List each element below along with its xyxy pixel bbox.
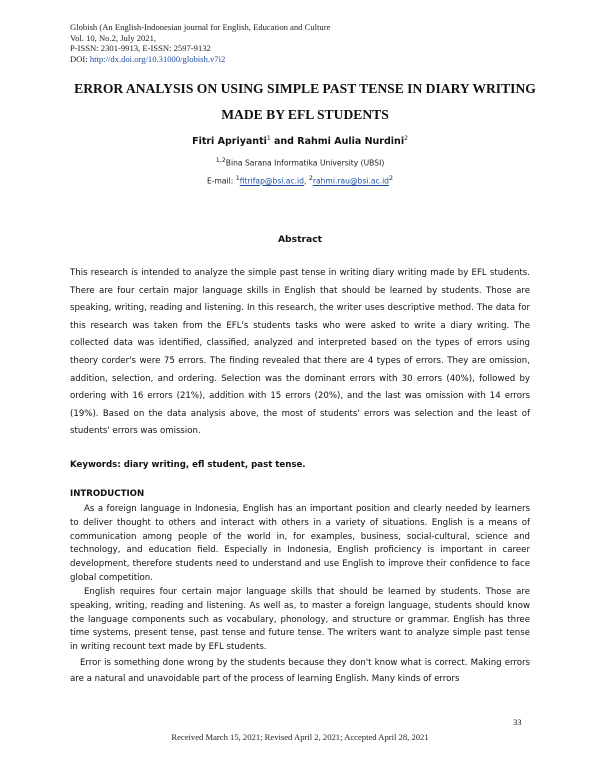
email-label: E-mail: <box>206 176 236 186</box>
author-2: Rahmi Aulia Nurdini <box>297 136 405 148</box>
page-number: 33 <box>513 717 522 727</box>
received-dates: Received March 15, 2021; Revised April 2, 2021; Accepted April 28, 2021 <box>171 732 429 742</box>
affiliation <box>0 157 600 168</box>
email-2-link[interactable]: rahmi.rau@bsi.ac.id <box>312 176 390 186</box>
introduction-paragraph-3: Error is something done wrong by the students because they don't know what is correct. Making errors are a natural and unavoidable part of the process of learning English. Many kinds of errors <box>70 658 530 684</box>
journal-name: Globish (An English-Indonesian journal for English, Education and Culture <box>70 22 331 32</box>
abstract-heading: Abstract <box>277 234 323 245</box>
introduction-heading: INTRODUCTION <box>70 489 145 499</box>
journal-header <box>70 22 330 64</box>
email-1-link[interactable]: fitrifap@bsi.ac.id <box>239 176 304 186</box>
introduction-paragraph-1: As a foreign language in Indonesia, English has an important position and clearly needed by learners to deliver thought to others and interact with others in a variety of situations. English is a means of communication among people of the world in, for examples, business, social-cultural, science and technology, and education field. Especially in Indonesia, English proficiency is important in career development, therefore students need to understand and use English to improve their confidence to face global competition. <box>70 504 530 583</box>
doi-link[interactable]: http://dx.doi.org/10.31000/globish.v7i2 <box>89 53 226 64</box>
doi-label: DOI: <box>70 53 90 64</box>
journal-issn: P-ISSN: 2301-9913, E-ISSN: 2597-9132 <box>70 43 211 54</box>
email-1-sup: 1 <box>235 175 240 182</box>
journal-volume: Vol. 10, No.2, July 2021, <box>70 32 157 43</box>
affiliation-name: Bina Sarana Informatika University (UBSI) <box>225 158 385 168</box>
email-separator: , <box>303 176 309 186</box>
email-2-sup: 2 <box>308 175 313 182</box>
author-2-sup: 2 <box>404 135 408 142</box>
authors <box>0 135 600 147</box>
paper-title-line-2: MADE BY EFL STUDENTS <box>221 107 389 122</box>
affiliation-sup: 1,2 <box>215 157 226 164</box>
abstract-body: This research is intended to analyze the simple past tense in writing diary writing made by EFL students. There are four certain major language skills in English that should be learned by students. Those are speaking, writing, reading and listening. In this research, the writer uses descriptive method. The data for this research was taken from the EFL's students tasks who were asked to write a diary writing. The collected data was identified, classified, analyzed and interpreted based on the types of errors using theory corder's were 75 errors. The finding revealed that there are 4 types of errors. They are omission, addition, selection, and ordering. Selection was the dominant errors with 30 errors (40%), followed by ordering with 16 errors (21%), addition with 15 errors (20%), and the last was omission with 14 errors (19%). Based on the data analysis above, the most of students' errors was selection and the least of students' errors was omission. <box>70 268 530 437</box>
author-1: Fitri Apriyanti <box>192 136 267 148</box>
author-1-sup: 1 <box>266 135 271 142</box>
introduction-paragraph-2: English requires four certain major language skills that should be learned by students. Those are speaking, writing, reading and listening. As well as, to master a foreign language, students should know the language components such as vocabulary, phonology, and structure or grammar. English has three time systems, present tense, past tense and future tense. The writers want to analyze simple past tense in writing recount text made by EFL students. <box>70 587 530 653</box>
keywords: Keywords: diary writing, efl student, past tense. <box>70 460 306 470</box>
paper-title-line-1: ERROR ANALYSIS ON USING SIMPLE PAST TENSE IN DIARY WRITING <box>74 81 536 96</box>
email-3-sup: 2 <box>389 175 394 182</box>
author-connector: and <box>270 136 298 148</box>
email-line <box>0 175 600 186</box>
journal-doi <box>70 54 330 65</box>
